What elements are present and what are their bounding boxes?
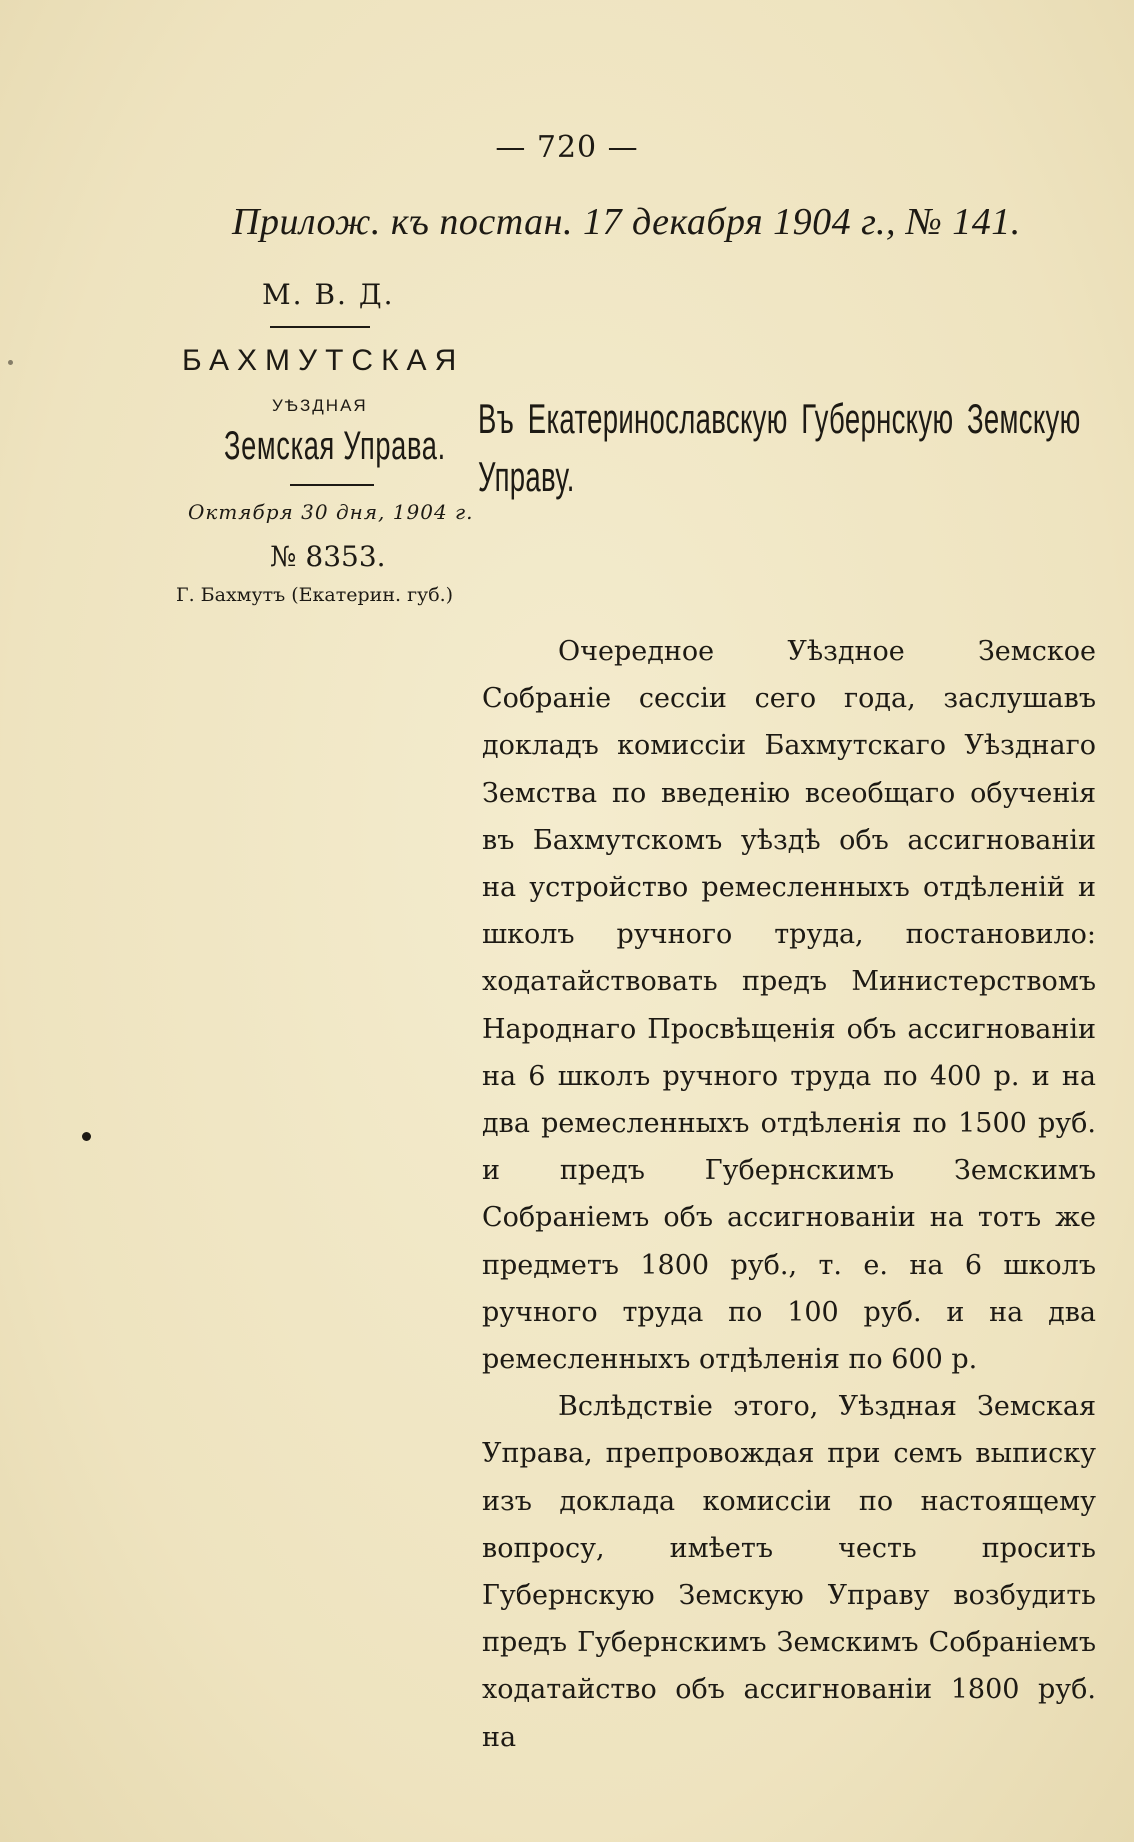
district-label: УѢЗДНАЯ [272,396,368,415]
letter-date: Октября 30 дня, 1904 г. [188,500,474,524]
institution-name: БАХМУТСКАЯ [182,344,465,377]
ink-speck [82,1132,91,1141]
letter-body [482,628,1096,1761]
ink-speck [8,360,13,365]
ministry-abbreviation: М. В. Д. [262,278,395,311]
body-paragraph: Вслѣдствіе этого, Уѣздная Земская Управа, препровождая при семъ выписку изъ доклада комиссіи по настоящему вопросу, имѣетъ честь просить Губернскую Земскую Управу возбудить предъ Губернскимъ Земскимъ Собраніемъ ходатайство объ ассигнованіи 1800 руб. на [482,1391,1096,1753]
addressee-heading: Въ Екатеринославскую Губернскую Земскую Управу. [478,395,1081,500]
attachment-reference: Прилож. къ постан. 17 декабря 1904 г., № 141. [232,201,1021,243]
board-name: Земская Управа. [224,424,446,468]
body-paragraph: Очередное Уѣздное Земское Собраніе сессіи сего года, заслушавъ докладъ комиссіи Бахмутскаго Уѣзднаго Земства по введенію всеобщаго обученія въ Бахмутскомъ уѣздѣ объ ассигнованіи на устройство ремесленныхъ отдѣленій и школъ ручного труда, постановило: ходатайствовать предъ Министерствомъ Народнаго Просвѣщенія объ ассигнованіи на 6 школъ ручного труда по 400 р. и на два ремесленныхъ отдѣленія по 1500 руб. и предъ Губернскимъ Земскимъ Собраніемъ объ ассигнованіи на тотъ же предметъ 1800 руб., т. е. на 6 школъ ручного труда по 100 руб. и на два ремесленныхъ отдѣленія по 600 р. [482,636,1096,1376]
letter-number: № 8353. [270,540,386,573]
sender-place: Г. Бахмутъ (Екатерин. губ.) [176,584,454,606]
page-number: — 720 — [495,130,639,165]
divider [290,484,374,486]
divider [270,326,370,328]
